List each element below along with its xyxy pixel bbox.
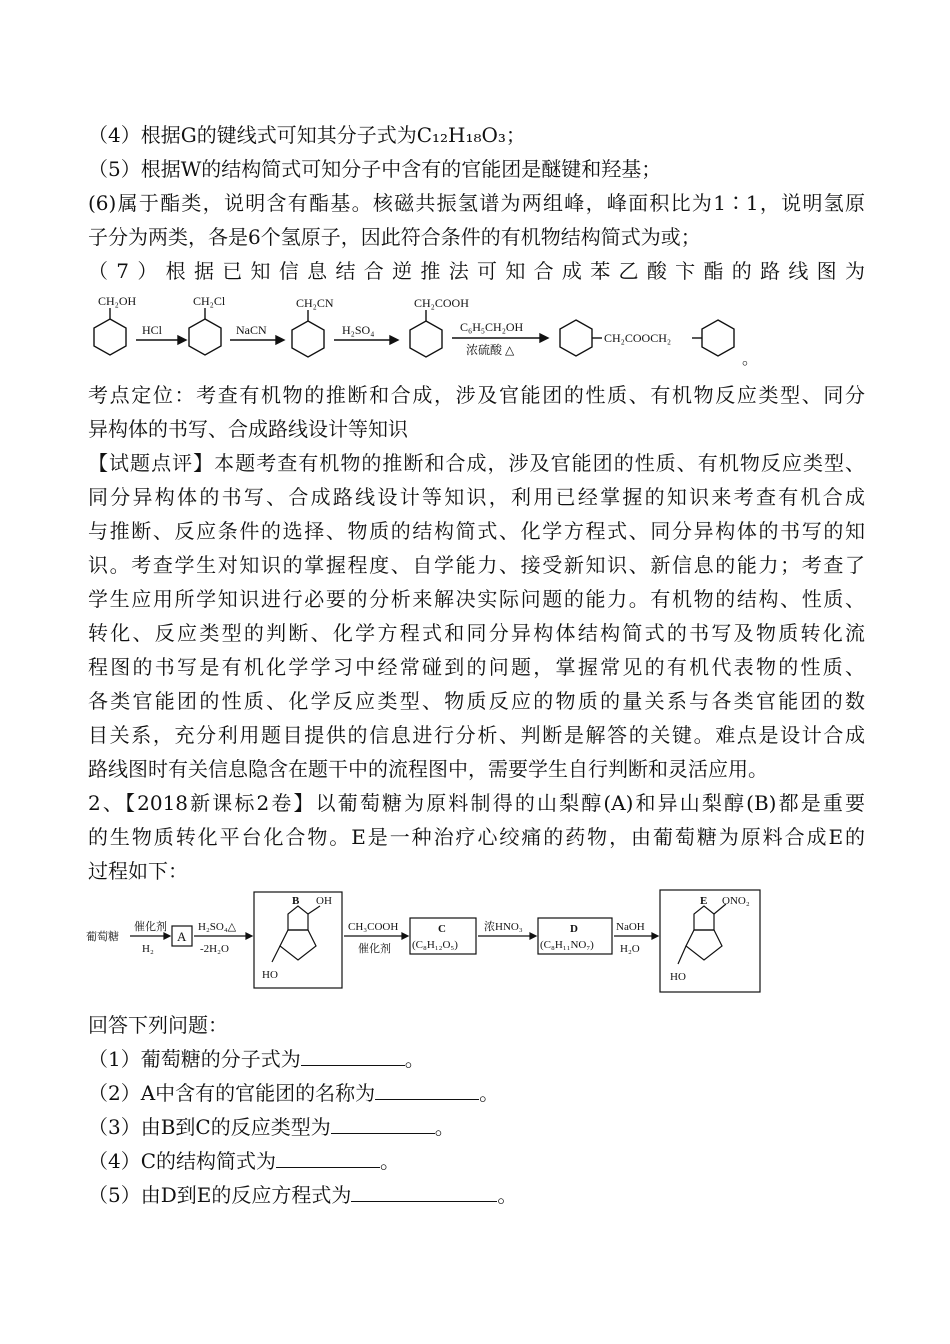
question-3-text: （3）由B到C的反应类型为 <box>88 1115 331 1139</box>
question-1-text: （1）葡萄糖的分子式为 <box>88 1047 301 1071</box>
isosorbide-nitrate-structure <box>678 904 726 964</box>
arrow-3 <box>390 336 398 344</box>
compound-e-ho: HO <box>670 971 686 983</box>
pingping-line-4: 识。考查学生对知识的掌握程度、自学能力、接受新知识、新信息的能力；考查了 <box>88 553 865 577</box>
question-4-end: 。 <box>380 1149 401 1173</box>
answer-6-line-2: 子分为两类，各是6个氢原子，因此符合条件的有机物结构简式为或； <box>88 225 701 249</box>
question-2-text: （2）A中含有的官能团的名称为 <box>88 1081 376 1105</box>
answer-blank-3[interactable] <box>331 1113 435 1134</box>
pingping-line-1: 【试题点评】本题考查有机物的推断和合成，涉及官能团的性质、有机物反应类型、 <box>88 451 865 475</box>
pingping-line-9: 目关系，充分利用题目提供的信息进行分析、判断是解答的关键。难点是设计合成 <box>88 723 865 747</box>
route-reagent-2: CH₂Cl <box>193 294 226 308</box>
scheme-cond-5-top: NaOH <box>616 921 645 933</box>
pingping-line-10: 路线图时有关信息隐含在题干中的流程图中，需要学生自行判断和灵活应用。 <box>88 757 768 781</box>
question-4-text: （4）C的结构简式为 <box>88 1149 277 1173</box>
route-reagent-1: CH₂OH <box>98 294 137 308</box>
benzene-ring-3 <box>292 321 324 357</box>
question-5 <box>88 1181 517 1209</box>
reaction-scheme <box>86 888 776 994</box>
question-2 <box>88 1079 499 1107</box>
compound-b-oh: OH <box>316 895 332 907</box>
compound-d-label: D <box>570 923 578 935</box>
isosorbide-structure <box>272 906 320 962</box>
compound-e-label: E <box>700 895 708 907</box>
answer-blank-2[interactable] <box>375 1079 479 1100</box>
compound-d-formula: (C₈H₁₁NO₇) <box>540 939 594 951</box>
compound-c-label: C <box>438 923 446 935</box>
answer-blank-5[interactable] <box>351 1181 497 1202</box>
product-ring-2 <box>702 320 734 356</box>
compound-b-label: B <box>292 895 300 907</box>
arrow-1 <box>178 336 186 344</box>
route-condition-4-bottom: 浓硫酸 △ <box>466 343 515 357</box>
route-reagent-3: CH₂CN <box>296 296 334 310</box>
question-1 <box>88 1045 425 1073</box>
pingping-line-3: 与推断、反应条件的选择、物质的结构简式、化学方程式、同分异构体的书写的知 <box>88 519 865 543</box>
answer-5: （5）根据W的结构简式可知分子中含有的官能团是醚键和羟基； <box>88 157 662 181</box>
compound-c-formula: (C₈H₁₂O₅) <box>412 939 458 951</box>
question-5-end: 。 <box>497 1183 518 1207</box>
question-3 <box>88 1113 455 1141</box>
scheme-cond-3-top: CH₃COOH <box>348 921 399 933</box>
kaodian-line-2: 异构体的书写、合成路线设计等知识 <box>88 417 408 441</box>
scheme-cond-2-top: H₂SO₄△ <box>198 921 237 933</box>
questions-heading: 回答下列问题： <box>88 1013 228 1037</box>
route-condition-2: NaCN <box>236 323 267 337</box>
q2-intro-line-3: 过程如下： <box>88 859 188 883</box>
route-condition-4-top: C₆H₅CH₂OH <box>460 320 524 334</box>
compound-a-label: A <box>177 929 187 944</box>
benzene-ring-4 <box>410 321 442 357</box>
q2-intro-line-1: 2、【2018新课标2卷】以葡萄糖为原料制得的山梨醇(A)和异山梨醇(B)都是重要 <box>88 791 865 815</box>
pingping-line-8: 各类官能团的性质、化学反应类型、物质反应的物质的量关系与各类官能团的数 <box>88 689 865 713</box>
scheme-cond-5-bottom: H₂O <box>620 943 640 955</box>
question-5-text: （5）由D到E的反应方程式为 <box>88 1183 352 1207</box>
scheme-start: 葡萄糖 <box>86 931 119 943</box>
benzene-ring-2 <box>189 319 221 355</box>
scheme-cond-2-bottom: -2H₂O <box>200 943 229 955</box>
pingping-line-2: 同分异构体的书写、合成路线设计等知识，利用已经掌握的知识来考查有机合成 <box>88 485 865 509</box>
question-4 <box>88 1147 400 1175</box>
answer-blank-1[interactable] <box>301 1045 405 1066</box>
question-3-end: 。 <box>434 1115 455 1139</box>
question-2-end: 。 <box>479 1081 500 1105</box>
compound-b-ho: HO <box>262 969 278 981</box>
benzene-ring-1 <box>94 319 126 355</box>
answer-7: （7）根据已知信息结合逆推法可知合成苯乙酸卞酯的路线图为 <box>88 259 865 283</box>
kaodian-line-1: 考点定位：考查有机物的推断和合成，涉及官能团的性质、有机物反应类型、同分 <box>88 383 865 407</box>
route-reagent-4: CH₂COOH <box>414 296 469 310</box>
pingping-line-7: 程图的书写是有机化学学习中经常碰到的问题，掌握常见的有机代表物的性质、 <box>88 655 865 679</box>
route-condition-3: H₂SO₄ <box>342 323 375 337</box>
synthesis-route-diagram <box>80 290 780 370</box>
answer-4: （4）根据G的键线式可知其分子式为C₁₂H₁₈O₃； <box>88 123 526 147</box>
scheme-cond-3-bottom: 催化剂 <box>358 943 391 955</box>
pingping-line-5: 学生应用所学知识进行必要的分析来解决实际问题的能力。有机物的结构、性质、 <box>88 587 865 611</box>
answer-blank-4[interactable] <box>276 1147 380 1168</box>
q2-intro-line-2: 的生物质转化平台化合物。E是一种治疗心绞痛的药物，由葡萄糖为原料合成E的 <box>88 825 865 849</box>
route-product-linker: CH₂COOCH₂ <box>604 331 672 345</box>
compound-e-ono2: ONO₂ <box>722 895 750 907</box>
arrow-2 <box>276 336 284 344</box>
product-ring-1 <box>560 320 592 356</box>
route-condition-1: HCl <box>142 323 163 337</box>
answer-6-line-1: (6)属于酯类，说明含有酯基。核磁共振氢谱为两组峰，峰面积比为1∶1，说明氢原 <box>88 191 865 215</box>
route-end-mark: 。 <box>742 351 759 368</box>
arrow-4 <box>540 334 548 342</box>
pingping-line-6: 转化、反应类型的判断、化学方程式和同分异构体结构简式的书写及物质转化流 <box>88 621 865 645</box>
scheme-cond-4-top: 浓HNO₃ <box>484 921 523 933</box>
scheme-cond-1-top: 催化剂 <box>134 921 167 933</box>
scheme-cond-1-bottom: H₂ <box>142 943 154 955</box>
question-1-end: 。 <box>404 1047 425 1071</box>
